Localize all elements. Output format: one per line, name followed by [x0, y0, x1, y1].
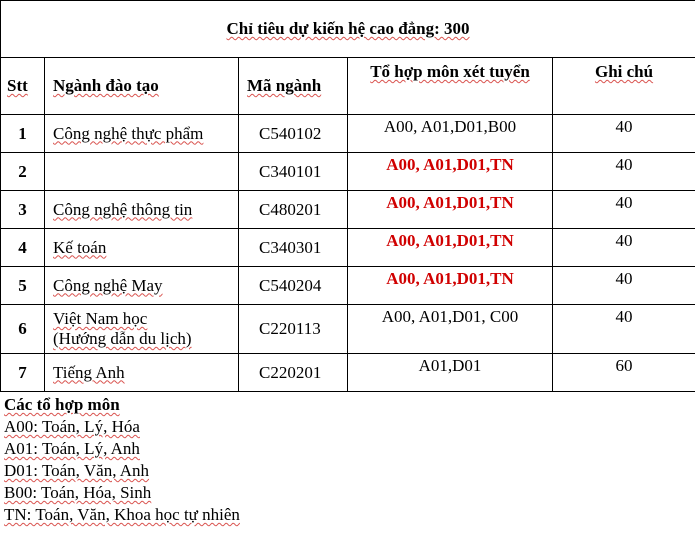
- row-combination: A01,D01: [348, 354, 553, 392]
- table-row: [1, 153, 695, 191]
- row-note: 40: [553, 191, 695, 229]
- row-code: C220113: [239, 305, 348, 354]
- row-note: 40: [553, 229, 695, 267]
- header-code: Mã ngành: [239, 58, 348, 115]
- row-code: C480201: [239, 191, 348, 229]
- legend-item: A00: Toán, Lý, Hóa: [4, 417, 140, 436]
- table-title: Chỉ tiêu dự kiến hệ cao đẳng: 300: [1, 1, 695, 58]
- legend-item: TN: Toán, Văn, Khoa học tự nhiên: [4, 505, 240, 524]
- row-program: Tiếng Anh: [45, 354, 239, 392]
- header-stt: Stt: [1, 58, 45, 115]
- row-stt: 2: [1, 153, 45, 191]
- row-note: 40: [553, 267, 695, 305]
- row-program: Công nghệ thực phẩm: [45, 115, 239, 153]
- row-stt: 4: [1, 229, 45, 267]
- row-code: C340301: [239, 229, 348, 267]
- table-row: [1, 305, 695, 354]
- row-program: Kế toán: [45, 229, 239, 267]
- header-note: Ghi chú: [553, 58, 695, 115]
- row-combination: A00, A01,D01, C00: [348, 305, 553, 354]
- row-stt: 5: [1, 267, 45, 305]
- header-combination: Tổ hợp môn xét tuyển: [348, 58, 553, 115]
- row-combination: A00, A01,D01,B00: [348, 115, 553, 153]
- table-row: [1, 267, 695, 305]
- row-stt: 6: [1, 305, 45, 354]
- row-combination: A00, A01,D01,TN: [348, 191, 553, 229]
- table-row: [1, 229, 695, 267]
- row-note: 60: [553, 354, 695, 392]
- row-program: Việt Nam học (Hướng dẫn du lịch): [45, 305, 239, 354]
- row-program: Công nghệ May: [45, 267, 239, 305]
- legend-item: B00: Toán, Hóa, Sinh: [4, 483, 152, 502]
- row-code: C540102: [239, 115, 348, 153]
- row-combination: A00, A01,D01,TN: [348, 267, 553, 305]
- row-code: C340101: [239, 153, 348, 191]
- row-program: [45, 153, 239, 191]
- row-code: C220201: [239, 354, 348, 392]
- row-note: 40: [553, 305, 695, 354]
- header-row: [1, 58, 695, 115]
- row-combination: A00, A01,D01,TN: [348, 229, 553, 267]
- row-note: 40: [553, 115, 695, 153]
- legend-item: A01: Toán, Lý, Anh: [4, 439, 140, 458]
- row-code: C540204: [239, 267, 348, 305]
- row-stt: 7: [1, 354, 45, 392]
- row-note: 40: [553, 153, 695, 191]
- legend-item: D01: Toán, Văn, Anh: [4, 461, 150, 480]
- table-row: [1, 115, 695, 153]
- row-program: Công nghệ thông tin: [45, 191, 239, 229]
- row-stt: 1: [1, 115, 45, 153]
- header-program: Ngành đào tạo: [45, 58, 239, 115]
- row-stt: 3: [1, 191, 45, 229]
- table-row: [1, 354, 695, 392]
- title-row: [1, 1, 695, 58]
- legend-title: Các tổ hợp môn: [4, 395, 120, 414]
- row-combination: A00, A01,D01,TN: [348, 153, 553, 191]
- table-row: [1, 191, 695, 229]
- combination-legend: [4, 394, 240, 526]
